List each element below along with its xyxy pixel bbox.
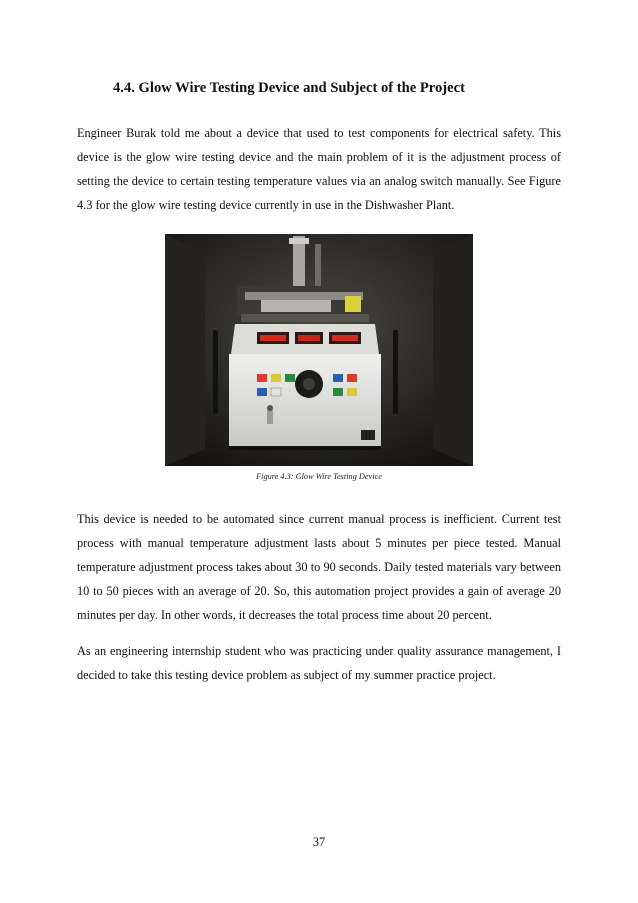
paragraph-intro: Engineer Burak told me about a device that used to test components for electrical safety. This device is the glow wire testing device and the main problem of it is the adjustment process of setting the device to certain testing temperature values via an analog switch manually. See Figure 4.3 for the glow wire testing device currently in use in the Dishwasher Plant. [77, 126, 561, 212]
paragraph-automation: This device is needed to be automated since current manual process is inefficient. Current test process with manual temperature adjustment lasts about 5 minutes per piece tested. Manual temperature adjustment process takes about 30 to 90 seconds. Daily tested materials vary between 10 to 50 pieces with an average of 20. So, this automation project provides a gain of average 20 minutes per day. In other words, it decreases the total process time about 20 percent. [77, 512, 561, 622]
section-heading: 4.4. Glow Wire Testing Device and Subject of the Project [113, 80, 465, 96]
page-number: 37 [312, 835, 326, 849]
paragraph-internship: As an engineering internship student who was practicing under quality assurance management, I decided to take this testing device problem as subject of my summer practice project. [77, 644, 561, 682]
figure-caption: Figure 4.3: Glow Wire Testing Device [256, 472, 382, 481]
device-photo [165, 234, 473, 466]
glow-wire-device-illustration [165, 234, 473, 466]
